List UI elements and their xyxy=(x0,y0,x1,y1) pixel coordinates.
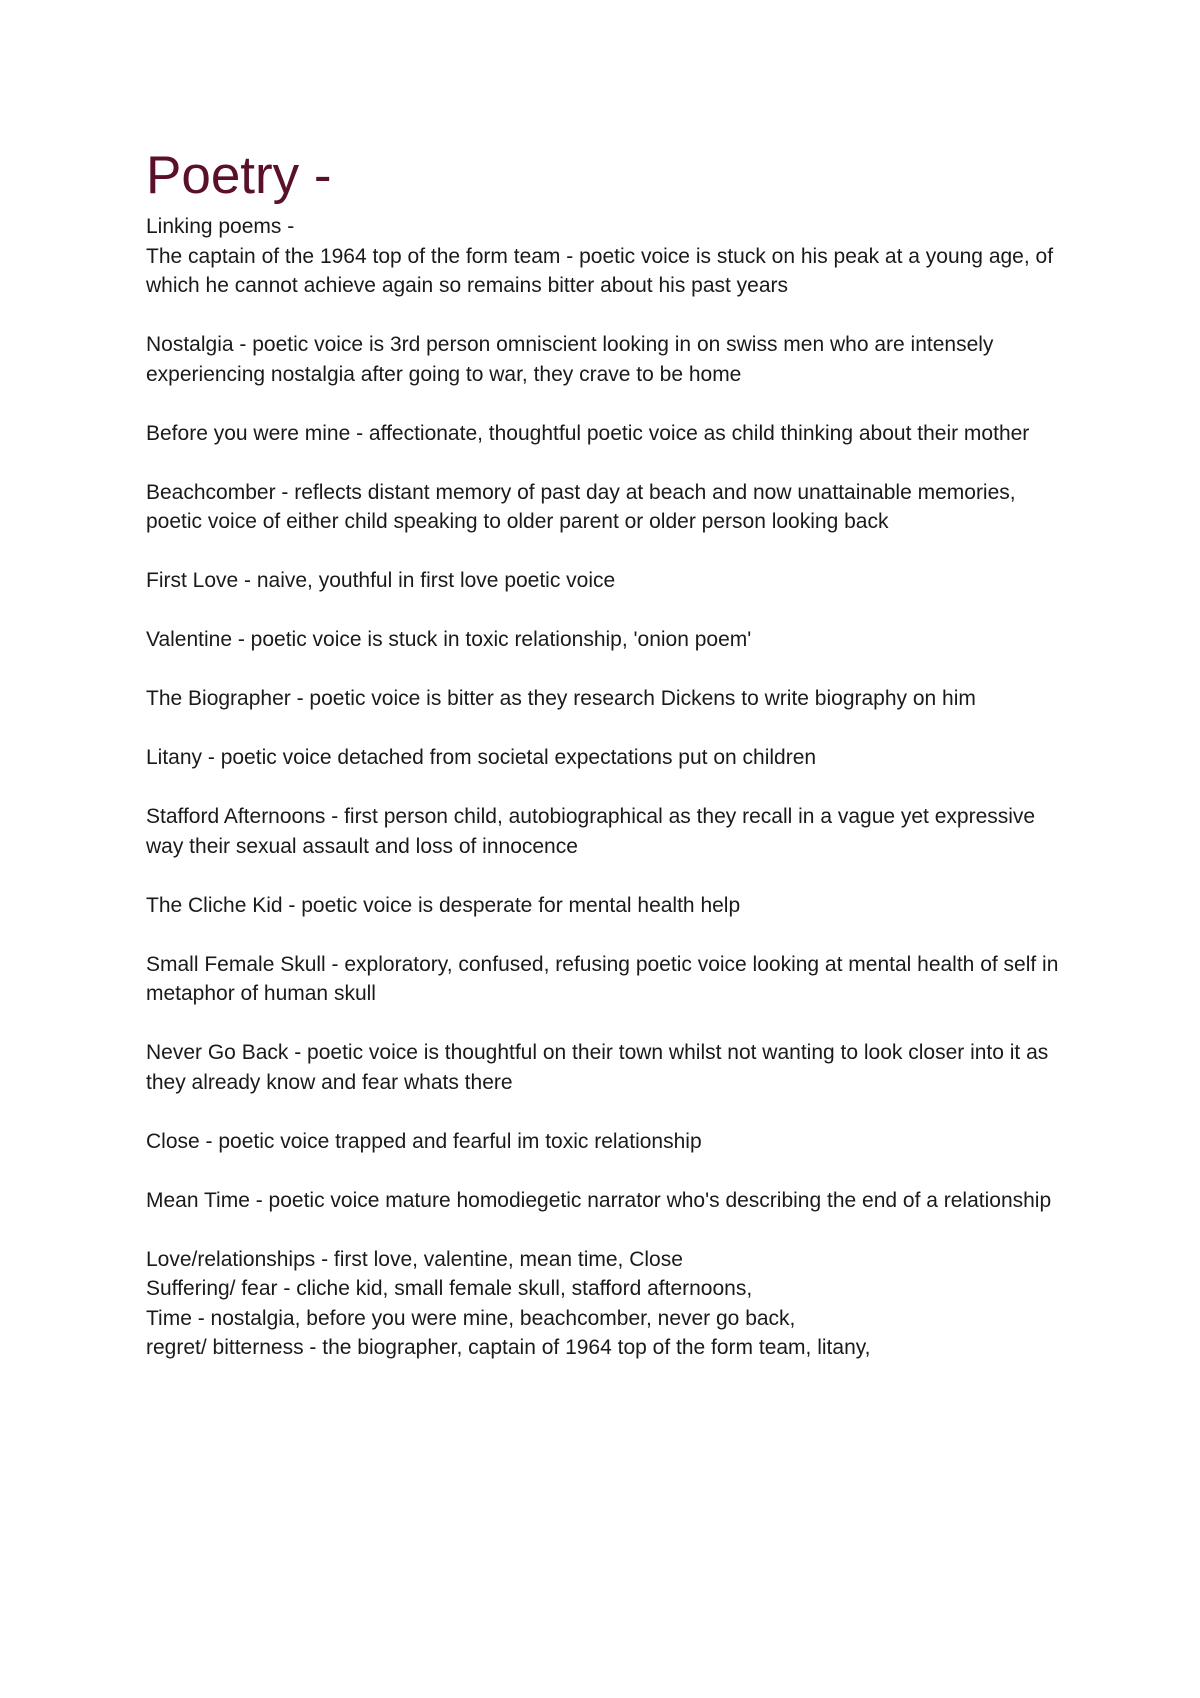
entry-cliche-kid: The Cliche Kid - poetic voice is desperate for mental health help xyxy=(146,893,741,917)
entry-close: Close - poetic voice trapped and fearful im toxic relationship xyxy=(146,1129,702,1153)
entry-mean-time: Mean Time - poetic voice mature homodiegetic narrator who's describing the end of a relationship xyxy=(146,1188,1052,1212)
entry-nostalgia: Nostalgia - poetic voice is 3rd person omniscient looking in on swiss men who are intensely experiencing nostalgia after going to war, they crave to be home xyxy=(146,333,994,386)
page-title: Poetry - xyxy=(146,146,332,205)
linking-poems-heading: Linking poems - xyxy=(146,215,295,238)
document-page xyxy=(146,140,1076,1363)
entry-valentine: Valentine - poetic voice is stuck in toxic relationship, 'onion poem' xyxy=(146,628,752,651)
entry-captain: The captain of the 1964 top of the form team - poetic voice is stuck on his peak at a young age, of which he cannot achieve again so remains bitter about his past years xyxy=(146,244,1054,297)
entry-first-love: First Love - naive, youthful in first love poetic voice xyxy=(146,569,616,592)
entry-before-you-were-mine: Before you were mine - affectionate, thoughtful poetic voice as child thinking about their mother xyxy=(146,421,1030,445)
theme-love-relationships: Love/relationships - first love, valentine, mean time, Close xyxy=(146,1247,683,1271)
theme-suffering-fear: Suffering/ fear - cliche kid, small female skull, stafford afternoons, xyxy=(146,1277,753,1300)
entry-biographer: The Biographer - poetic voice is bitter as they research Dickens to write biography on him xyxy=(146,687,976,710)
entry-small-female-skull: Small Female Skull - exploratory, confused, refusing poetic voice looking at mental health of self in metaphor of human skull xyxy=(146,952,1059,1005)
entry-beachcomber: Beachcomber - reflects distant memory of past day at beach and now unattainable memories, poetic voice of either child speaking to older parent or older person looking back xyxy=(146,480,1016,533)
theme-regret-bitterness: regret/ bitterness - the biographer, captain of 1964 top of the form team, litany, xyxy=(146,1336,871,1359)
entry-never-go-back: Never Go Back - poetic voice is thoughtful on their town whilst not wanting to look closer into it as they already know and fear whats there xyxy=(146,1041,1049,1094)
entry-stafford-afternoons: Stafford Afternoons - first person child, autobiographical as they recall in a vague yet expressive way their sexual assault and loss of innocence xyxy=(146,805,1036,858)
entry-litany: Litany - poetic voice detached from societal expectations put on children xyxy=(146,746,817,769)
theme-time: Time - nostalgia, before you were mine, beachcomber, never go back, xyxy=(146,1306,796,1330)
themes-list xyxy=(146,1245,1076,1363)
